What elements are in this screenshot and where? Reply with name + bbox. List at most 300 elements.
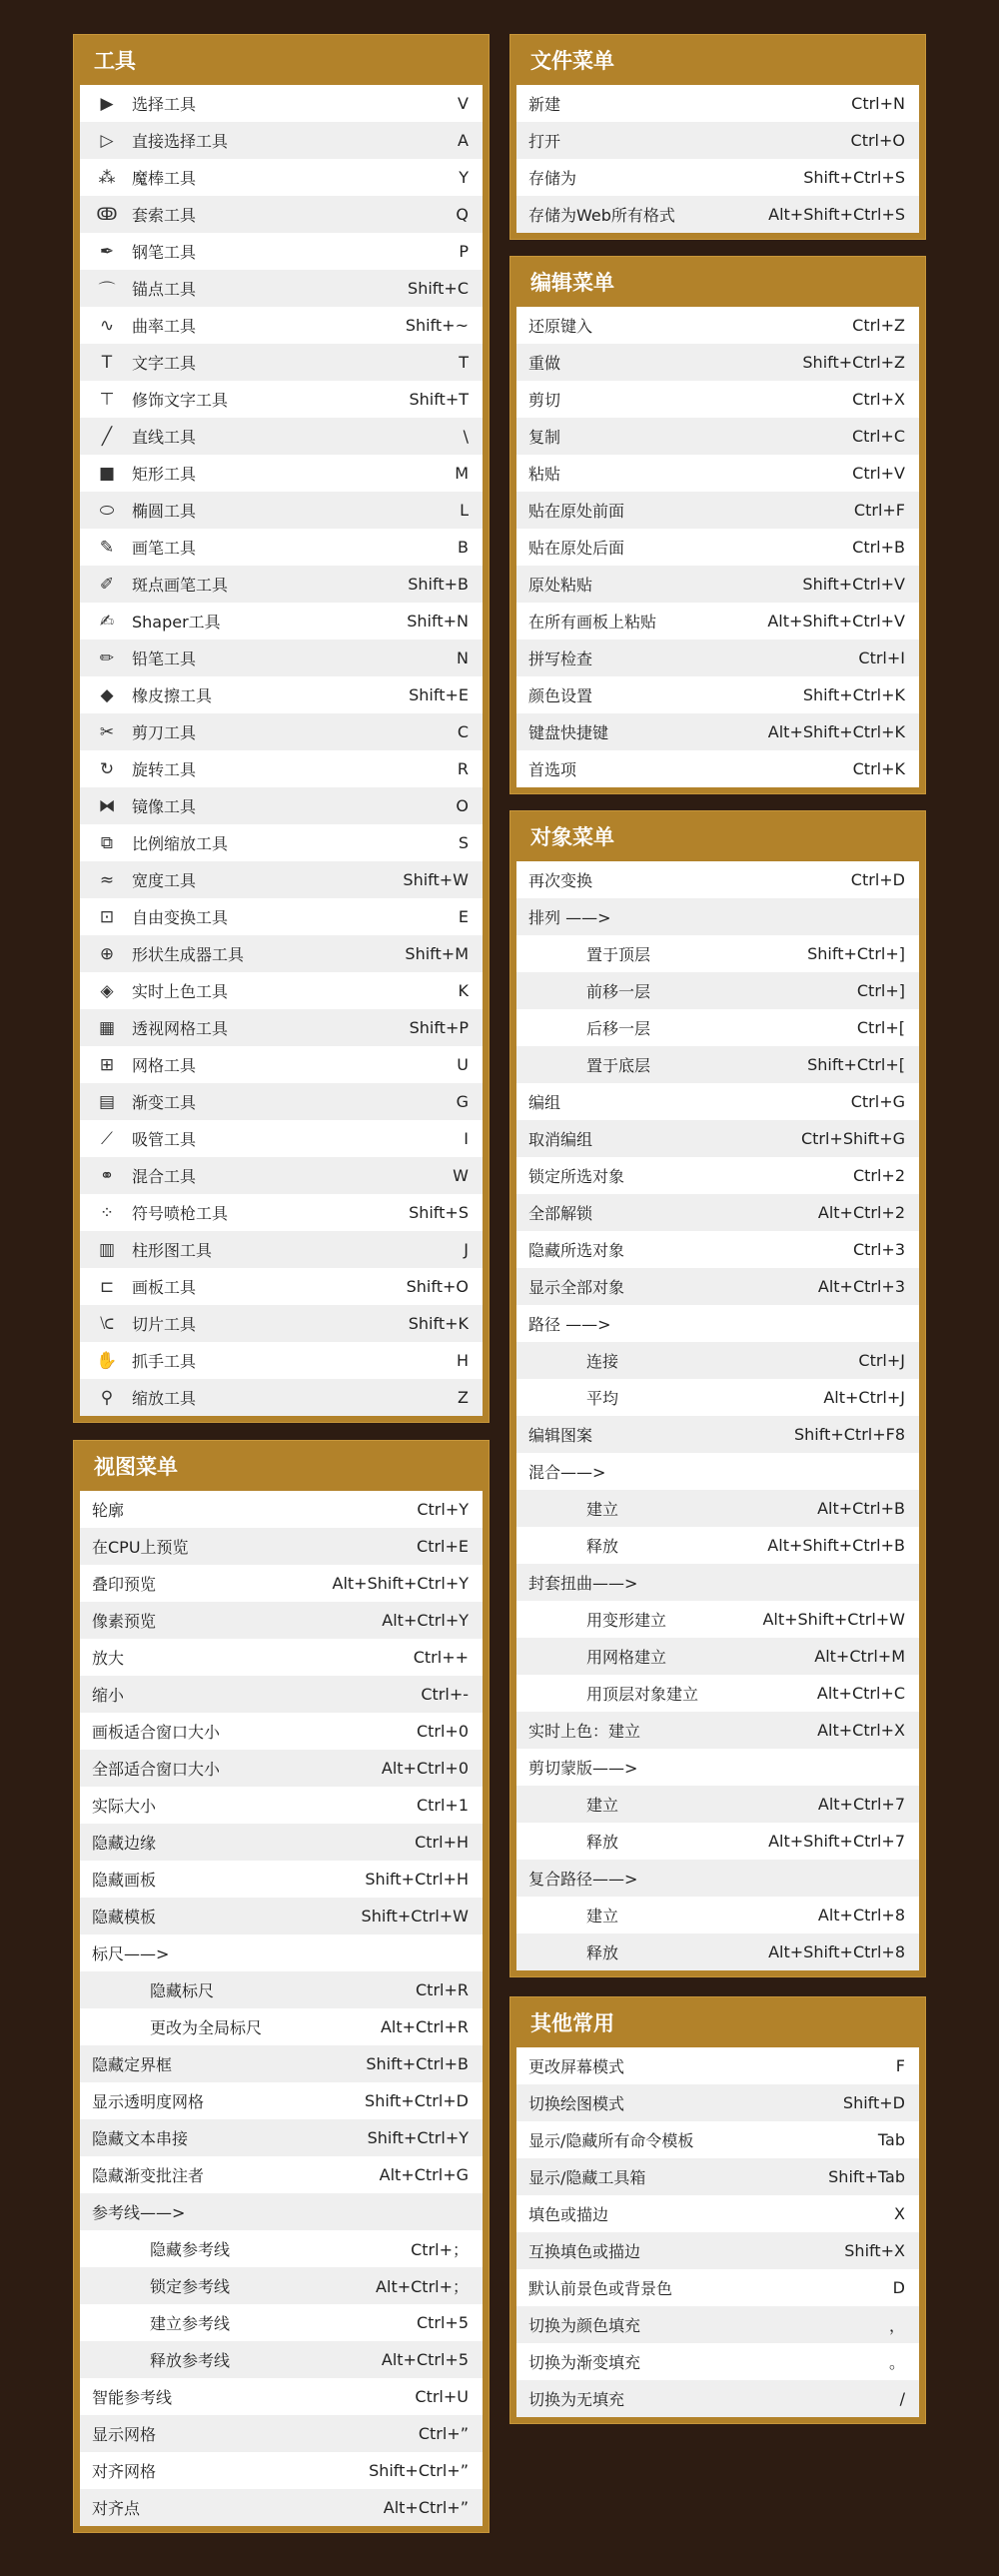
shortcut-label: 锁定参考线 [150,2277,231,2296]
edit-shortcut-row [516,566,919,603]
tools-shortcut-row [80,418,483,455]
shortcut-label: 剪刀工具 [132,723,197,742]
object-shortcut-row [516,1231,919,1268]
tools-shortcut-row [80,676,483,713]
shortcut-key: G [456,1092,469,1111]
file-shortcut-row [516,85,919,122]
shortcut-label: Shaper工具 [132,613,221,632]
shortcut-label: 在CPU上预览 [92,1538,189,1557]
view-shortcut-row [80,1750,483,1787]
scissors-icon: ✂ [99,721,115,742]
tools-shortcut-row [80,1305,483,1342]
view-shortcut-row [80,2452,483,2489]
shortcut-key: Alt+Ctrl+5 [381,2350,469,2369]
shortcut-key: Shift+D [842,2093,905,2112]
shortcut-key: Shift+C [408,279,469,298]
shortcut-key: Alt+Ctrl+G [379,2165,469,2184]
shortcut-label: 符号喷枪工具 [132,1204,229,1223]
view-shortcut-row [80,1787,483,1824]
file-shortcut-row [516,122,919,159]
shortcut-key: Shift+E [409,685,469,704]
shortcut-label: 矩形工具 [132,465,197,484]
shortcut-key: Ctrl+E [417,1537,469,1556]
object-shortcut-row [516,1564,919,1601]
shortcut-label: 排列 ——> [528,908,611,927]
shortcut-label: 锚点工具 [132,280,197,299]
shortcut-key: R [457,759,469,778]
tools-shortcut-row [80,972,483,1009]
object-shortcut-row [516,1120,919,1157]
shape-builder-icon: ⊕ [99,943,115,964]
reflect-icon: ⧓ [98,795,116,816]
shortcut-label: 橡皮擦工具 [132,686,213,705]
shortcut-key: Shift+Ctrl+D [365,2091,469,2110]
shortcut-key: Ctrl+G [850,1092,905,1111]
shortcut-key: Ctrl+” [418,2424,469,2443]
shortcut-key: Ctrl+U [415,2387,469,2406]
shortcut-label: 透视网格工具 [132,1019,229,1038]
edit-shortcut-row [516,640,919,676]
shortcut-key: Shift+B [408,575,469,594]
shortcut-key: Shift+N [407,612,469,631]
shortcut-key: Shift+~ [405,316,469,335]
tools-shortcut-row [80,270,483,307]
shortcut-label: 标尺——> [92,1944,170,1963]
tools-list [80,85,483,1416]
shortcut-key: Ctrl+C [851,427,905,446]
shortcut-label: 首选项 [528,760,577,779]
object-shortcut-row [516,1712,919,1749]
shortcut-key: Alt+Ctrl+M [814,1647,905,1666]
object-shortcut-row [516,1675,919,1712]
shortcut-label: 轮廓 [92,1501,125,1520]
shortcut-label: 画笔工具 [132,539,197,558]
object-shortcut-row [516,1933,919,1970]
shortcut-label: 剪切 [528,391,561,410]
shortcut-label: 编组 [528,1093,561,1112]
object-shortcut-row [516,1638,919,1675]
view-shortcut-row [80,1971,483,2008]
object-shortcut-row [516,1379,919,1416]
shortcut-label: 建立参考线 [150,2314,231,2333]
shortcut-key: Shift+Ctrl+S [803,168,905,187]
shortcut-label: 智能参考线 [92,2388,173,2407]
shortcut-key: Alt+Shift+Ctrl+S [768,205,905,224]
other-shortcut-row [516,2047,919,2084]
shortcut-key: I [464,1129,469,1148]
shortcut-label: 铅笔工具 [132,649,197,668]
tools-shortcut-row [80,196,483,233]
tools-shortcut-row [80,1194,483,1231]
file-shortcut-row [516,159,919,196]
shortcut-label: 隐藏渐变批注者 [92,2166,205,2185]
shortcut-key: Alt+Ctrl+” [383,2498,469,2517]
view-shortcut-row [80,1824,483,1861]
object-shortcut-row [516,1527,919,1564]
shortcut-key: Shift+X [844,2241,905,2260]
shortcut-label: 默认前景色或背景色 [528,2279,673,2298]
shortcut-label: 隐藏定界框 [92,2055,173,2074]
tools-shortcut-row [80,861,483,898]
shortcut-label: 切片工具 [132,1315,197,1334]
other-shortcut-row [516,2343,919,2380]
shortcut-key: U [457,1055,469,1074]
eyedropper-icon: ⟋ [101,1128,113,1149]
shortcut-label: 对齐点 [92,2499,141,2518]
shortcut-label: 形状生成器工具 [132,945,245,964]
shortcut-label: 贴在原处前面 [528,502,625,521]
file-menu-title: 文件菜单 [530,49,614,73]
shortcut-key: Alt+Shift+Ctrl+B [767,1536,905,1555]
tools-shortcut-row [80,1231,483,1268]
shortcut-label: 剪切蒙版——> [528,1759,638,1778]
edit-menu-panel [509,256,926,794]
shortcut-key: Ctrl+3 [852,1240,905,1259]
artboard-icon: ⊏ [99,1276,115,1297]
view-shortcut-row [80,1934,483,1971]
scale-icon: ⧉ [100,832,114,853]
shortcut-label: 直接选择工具 [132,132,229,151]
shortcut-label: 叠印预览 [92,1575,157,1594]
tools-shortcut-row [80,1342,483,1379]
shortcut-key: Alt+Shift+Ctrl+7 [768,1832,905,1851]
shortcut-key: Alt+Ctrl+C [816,1684,905,1703]
shortcut-label: 用网格建立 [586,1648,667,1667]
object-shortcut-row [516,1046,919,1083]
shortcut-key: Z [458,1388,469,1407]
shortcut-label: 对齐网格 [92,2462,157,2481]
shortcut-key: Shift+P [409,1018,469,1037]
shortcut-label: 镜像工具 [132,797,197,816]
object-menu-list [516,861,919,1970]
object-shortcut-row [516,1860,919,1897]
shortcut-key: Alt+Ctrl+； [376,2277,469,2296]
shortcut-label: 斑点画笔工具 [132,576,229,595]
other-shortcut-row [516,2195,919,2232]
live-paint-bucket-icon: ◈ [100,980,114,1001]
edit-shortcut-row [516,344,919,381]
shortcut-label: 显示/隐藏工具箱 [528,2168,646,2187]
shortcut-key: M [455,464,469,483]
shortcut-key: Shift+T [409,390,469,409]
other-shortcut-row [516,2306,919,2343]
zoom-icon: ⚲ [100,1387,114,1408]
shortcut-label: 显示全部对象 [528,1278,625,1297]
shortcut-key: V [458,94,469,113]
shortcut-label: 切换为渐变填充 [528,2353,641,2372]
shortcut-label: 用变形建立 [586,1611,667,1630]
symbol-sprayer-icon: ⁘ [99,1202,115,1223]
blend-icon: ⚭ [99,1165,115,1186]
edit-shortcut-row [516,418,919,455]
shortcut-label: 隐藏边缘 [92,1834,157,1853]
object-shortcut-row [516,1342,919,1379]
shortcut-key: 。 [888,2353,905,2372]
shortcut-label: 直线工具 [132,428,197,447]
view-menu-title: 视图菜单 [94,1455,178,1479]
shortcut-label: 隐藏画板 [92,1871,157,1890]
shortcut-key: Y [459,168,469,187]
shortcut-label: 画板适合窗口大小 [92,1723,221,1742]
shortcut-key: Ctrl+J [858,1351,905,1370]
eraser-icon: ◆ [100,684,114,705]
shortcut-key: Ctrl+O [850,131,905,150]
shortcut-key: J [464,1240,469,1259]
shortcut-key: Shift+Ctrl+V [802,575,905,594]
shortcut-label: 宽度工具 [132,871,197,890]
shortcut-label: 更改为全局标尺 [150,2018,263,2037]
object-shortcut-row [516,1601,919,1638]
lasso-icon: ↂ [96,204,118,225]
direct-selection-arrow-icon: ▷ [100,130,114,151]
view-shortcut-row [80,1898,483,1934]
object-shortcut-row [516,1453,919,1490]
shortcut-label: 再次变换 [528,871,593,890]
shortcut-label: 打开 [528,132,561,151]
tools-shortcut-row [80,122,483,159]
shortcut-key: Ctrl+K [852,759,905,778]
shortcut-label: 释放 [586,1537,619,1556]
shortcut-label: 渐变工具 [132,1093,197,1112]
edit-menu-list [516,307,919,787]
view-shortcut-row [80,1713,483,1750]
shortcut-key: Ctrl+B [852,538,905,557]
perspective-grid-icon: ▦ [98,1017,116,1038]
shortcut-label: 显示透明度网格 [92,2092,205,2111]
shortcut-label: 建立 [586,1796,619,1815]
shortcut-label: 前移一层 [586,982,651,1001]
shortcut-key: Shift+Ctrl+[ [807,1055,905,1074]
shortcut-key: Ctrl+H [415,1833,469,1852]
shortcut-key: Shift+Ctrl+K [802,685,905,704]
shortcut-label: 键盘快捷键 [528,723,609,742]
shortcut-label: 后移一层 [586,1019,651,1038]
shortcut-key: Ctrl+0 [416,1722,469,1741]
rotate-icon: ↻ [99,758,115,779]
shortcut-key: X [894,2204,905,2223]
shortcut-label: 显示/隐藏所有命令模板 [528,2131,694,2150]
object-shortcut-row [516,1490,919,1527]
tools-shortcut-row [80,1009,483,1046]
shortcut-label: 释放参考线 [150,2351,231,2370]
shortcut-label: 还原键入 [528,317,593,336]
tools-shortcut-row [80,492,483,529]
shortcut-label: 显示网格 [92,2425,157,2444]
shortcut-key: \ [463,427,469,446]
shortcut-label: 钢笔工具 [132,243,197,262]
shortcut-label: 缩放工具 [132,1389,197,1408]
shortcut-key: H [456,1351,469,1370]
shortcut-label: 存储为Web所有格式 [528,206,675,225]
shortcut-key: S [458,833,469,852]
shortcut-key: Tab [877,2130,905,2149]
file-menu-list [516,85,919,233]
shortcut-key: Alt+Ctrl+0 [381,1759,469,1778]
edit-menu-title: 编辑菜单 [530,271,614,295]
shortcut-key: K [458,981,469,1000]
shortcut-key: F [895,2056,905,2075]
other-shortcuts-panel [509,1996,926,2424]
shortcut-key: Alt+Ctrl+8 [817,1906,905,1925]
free-transform-icon: ⊡ [99,906,115,927]
shortcut-key: ， [888,2316,905,2335]
view-menu-panel [73,1440,490,2533]
object-menu-title: 对象菜单 [530,825,614,849]
edit-shortcut-row [516,750,919,787]
shortcut-label: 椭圆工具 [132,502,197,521]
shortcut-key: Ctrl+5 [416,2313,469,2332]
view-shortcut-row [80,1565,483,1602]
shortcut-key: Q [456,205,469,224]
shortcut-label: 混合——> [528,1463,606,1482]
shortcut-label: 复制 [528,428,561,447]
shortcut-label: 在所有画板上粘贴 [528,613,657,632]
shortcut-label: 抓手工具 [132,1352,197,1371]
shortcut-label: 互换填色或描边 [528,2242,641,2261]
mesh-icon: ⊞ [99,1054,115,1075]
view-shortcut-row [80,2156,483,2193]
shortcut-label: 拼写检查 [528,649,593,668]
shortcut-key: Shift+Ctrl+F8 [793,1425,905,1444]
shortcut-label: 实时上色工具 [132,982,229,1001]
tools-panel-title: 工具 [94,49,136,73]
shortcut-key: Alt+Ctrl+J [823,1388,905,1407]
line-segment-icon: ╱ [101,426,113,447]
view-shortcut-row [80,2341,483,2378]
shortcut-key: Shift+M [405,944,469,963]
tools-shortcut-row [80,1046,483,1083]
shortcut-label: 旋转工具 [132,760,197,779]
tools-shortcut-row [80,307,483,344]
shortcut-key: W [453,1166,469,1185]
object-shortcut-row [516,935,919,972]
object-shortcut-row [516,1194,919,1231]
shortcut-label: 混合工具 [132,1167,197,1186]
paintbrush-icon: ✎ [99,537,115,558]
gradient-icon: ▤ [98,1091,116,1112]
shortcut-key: Ctrl+N [851,94,905,113]
file-shortcut-row [516,196,919,233]
shortcut-label: 缩小 [92,1686,125,1705]
shortcut-key: Ctrl+X [852,390,905,409]
object-shortcut-row [516,861,919,898]
view-shortcut-row [80,2230,483,2267]
shortcut-label: 吸管工具 [132,1130,197,1149]
tools-shortcut-row [80,1157,483,1194]
tools-shortcut-row [80,455,483,492]
view-shortcut-row [80,2008,483,2045]
shortcut-label: 平均 [586,1389,619,1408]
object-shortcut-row [516,1305,919,1342]
view-shortcut-row [80,2415,483,2452]
shortcut-key: Ctrl+1 [416,1796,469,1815]
shortcut-label: 切换为无填充 [528,2390,625,2409]
tools-shortcut-row [80,85,483,122]
shortcut-label: 隐藏文本串接 [92,2129,189,2148]
tools-shortcut-row [80,159,483,196]
view-shortcut-row [80,2193,483,2230]
pencil-icon: ✏ [99,647,115,668]
shortcut-label: 文字工具 [132,354,197,373]
shortcut-label: 隐藏模板 [92,1908,157,1927]
shortcut-key: Shift+Ctrl+H [365,1870,469,1889]
shortcut-key: Alt+Shift+Ctrl+W [762,1610,905,1629]
object-shortcut-row [516,1786,919,1823]
shortcut-label: 新建 [528,95,561,114]
shortcut-key: Ctrl+Shift+G [800,1129,905,1148]
shortcut-key: Shift+Tab [828,2167,905,2186]
shortcut-label: 自由变换工具 [132,908,229,927]
blob-brush-icon: ✐ [99,574,115,595]
selection-arrow-icon: ▶ [100,93,114,114]
shortcut-key: Shift+Ctrl+] [807,944,905,963]
shortcut-key: Alt+Ctrl+R [380,2017,469,2036]
other-shortcut-row [516,2084,919,2121]
shortcut-label: 颜色设置 [528,686,593,705]
shortcut-label: 路径 ——> [528,1315,611,1334]
tools-shortcut-row [80,898,483,935]
shortcut-label: 魔棒工具 [132,169,197,188]
edit-shortcut-row [516,603,919,640]
edit-shortcut-row [516,492,919,529]
shortcut-label: 置于底层 [586,1056,651,1075]
shortcut-key: N [457,648,469,667]
shortcut-key: Shift+Ctrl+” [369,2461,469,2480]
edit-shortcut-row [516,307,919,344]
view-shortcut-row [80,2304,483,2341]
tools-shortcut-row [80,566,483,603]
other-shortcut-row [516,2121,919,2158]
tools-shortcut-row [80,824,483,861]
pen-icon: ✒ [99,241,115,262]
shortcut-key: D [892,2278,905,2297]
shortcut-label: 建立 [586,1500,619,1519]
object-shortcut-row [516,1083,919,1120]
shortcut-key: Ctrl+F [853,501,905,520]
shortcut-label: 封套扭曲——> [528,1574,638,1593]
shortcut-key: O [456,796,469,815]
shortcut-key: Shift+Ctrl+W [361,1907,469,1926]
view-shortcut-row [80,1491,483,1528]
shortcut-key: E [458,907,469,926]
tools-shortcut-row [80,640,483,676]
shortcut-label: 全部解锁 [528,1204,593,1223]
shortcut-label: 复合路径——> [528,1870,638,1889]
hand-icon: ✋ [96,1350,118,1371]
object-shortcut-row [516,972,919,1009]
shortcut-key: Alt+Ctrl+Y [382,1611,469,1630]
other-shortcut-row [516,2158,919,2195]
shortcut-label: 取消编组 [528,1130,593,1149]
width-icon: ≈ [99,869,115,890]
tools-shortcut-row [80,381,483,418]
shortcut-label: 原处粘贴 [528,576,593,595]
slice-icon: ⟈ [99,1313,115,1334]
view-menu-list [80,1491,483,2526]
tools-shortcut-row [80,344,483,381]
shortcut-label: 放大 [92,1649,125,1668]
view-shortcut-row [80,1602,483,1639]
view-shortcut-row [80,2045,483,2082]
view-shortcut-row [80,1528,483,1565]
other-shortcut-row [516,2269,919,2306]
object-shortcut-row [516,1749,919,1786]
shortcut-key: T [459,353,469,372]
tools-shortcut-row [80,1379,483,1416]
shortcut-label: 编辑图案 [528,1426,593,1445]
shortcut-key: A [458,131,469,150]
shortcut-label: 像素预览 [92,1612,157,1631]
